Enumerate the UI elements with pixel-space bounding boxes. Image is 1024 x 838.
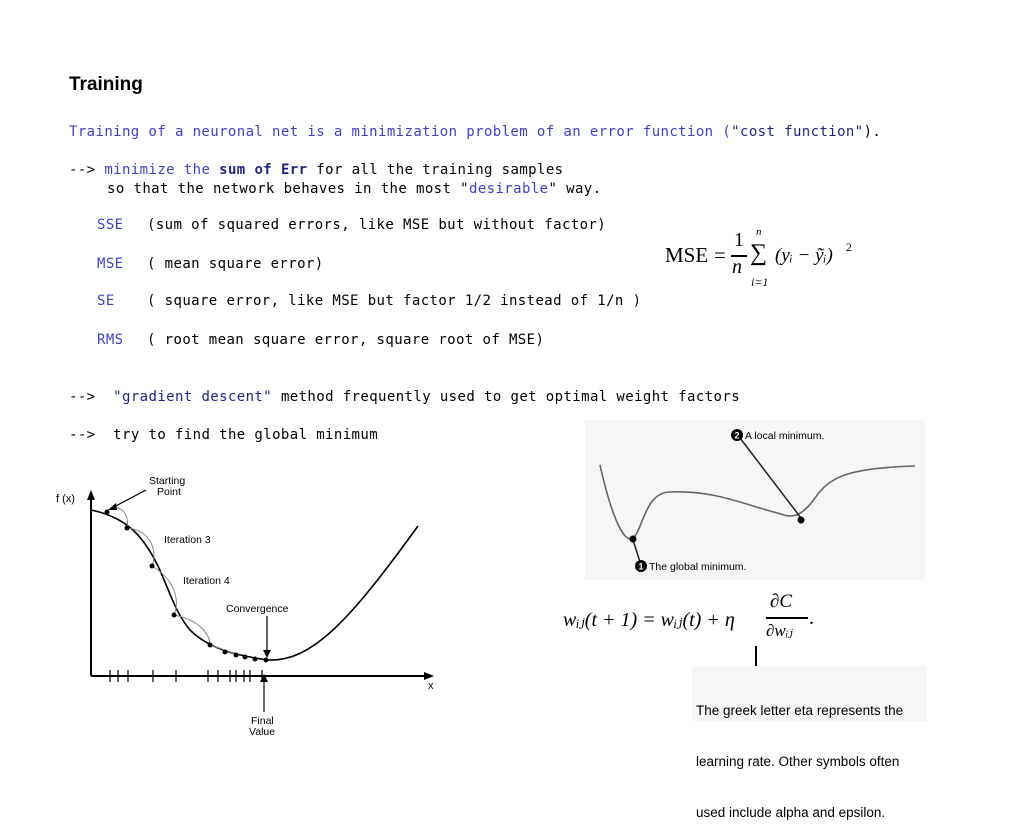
cost-function-term: "cost function" [731,124,864,140]
update-num: ∂C [770,591,793,612]
metric-abbr: MSE [97,256,124,272]
arrow-marker: --> [69,162,96,178]
global-number: 1 [638,561,644,572]
mse-body: (yᵢ − ỹᵢ) [775,245,833,266]
metric-desc: (sum of squared errors, like MSE but without factor) [147,217,607,233]
local-minimum-label: A local minimum. [745,430,825,442]
y-axis-arrow-icon [87,490,95,500]
update-period: . [809,607,814,629]
sum-lower-limit: i=1 [751,275,769,289]
x-axis-arrow-icon [424,672,434,680]
x-axis-label: x [428,680,434,692]
global-minimum-text: try to find the global minimum [113,427,379,443]
metric-abbr: RMS [97,332,124,348]
update-fraction-bar [766,617,808,619]
metric-row-sse [97,217,606,233]
training-samples-text: for all the training samples [316,162,564,178]
update-lhs: wᵢⱼ(t + 1) = wᵢⱼ(t) + η [563,609,735,631]
mse-formula [665,226,865,296]
start-label-line1: Starting [149,475,186,487]
metric-abbr: SE [97,293,115,309]
final-label-line2: Value [249,726,276,738]
metric-desc: ( mean square error) [147,256,324,272]
global-minimum-point [630,536,637,543]
intro-end: ). [863,124,882,140]
gradient-descent-figure [50,470,450,745]
iteration-3-label: Iteration 3 [164,534,211,546]
desirable-line [107,181,601,197]
global-minimum-label: The global minimum. [649,561,747,573]
final-label-line1: Final [251,715,274,727]
intro-text: Training of a neuronal net is a minimization problem of an error function ( [69,124,732,140]
gradient-descent-term: "gradient descent" [113,389,273,405]
eta-pointer [755,646,757,668]
mse-lhs: MSE [665,243,709,267]
convergence-label: Convergence [226,603,289,615]
metric-abbr: SSE [97,217,124,233]
local-minimum-point [798,517,805,524]
y-axis-label: f (x) [56,493,75,505]
eta-note-line: The greek letter eta represents the [696,703,904,718]
metric-desc: ( square error, like MSE but factor 1/2 instead of 1/n ) [147,293,642,309]
start-pointer [112,490,146,508]
start-arrow-icon [108,503,117,510]
arrow-marker: --> [69,427,96,443]
gradient-descent-line [69,389,740,405]
gradient-descent-desc: method frequently used to get optimal weight factors [280,389,741,405]
eta-note [692,666,927,820]
page-title: Training [69,74,143,95]
weight-update-rule [563,590,833,650]
mse-fraction-num: 1 [734,229,744,251]
global-minimum-line [69,427,378,443]
desirable-term: desirable [468,181,549,197]
mse-power: 2 [846,240,852,254]
metric-row-se [97,293,641,309]
minimize-text: minimize the [104,162,211,178]
arrow-marker: --> [69,389,96,405]
intro-line [69,124,881,140]
convergence-arrow-icon [263,650,271,658]
update-den: ∂wᵢⱼ [766,621,793,640]
eta-note-line: learning rate. Other symbols often [696,754,900,769]
start-label-line2: Point [157,486,181,498]
cost-curve [91,510,418,660]
minimize-line [69,162,564,178]
sum-of-err-term: sum of Err [219,162,308,178]
minima-figure [585,420,925,580]
way-text: " way. [548,181,602,197]
mse-equals: = [714,243,726,267]
behaves-text: so that the network behaves in the most " [107,181,469,197]
eta-note-line: used include alpha and epsilon. [696,805,886,820]
metric-desc: ( root mean square error, square root of MSE) [147,332,545,348]
figure-background [585,420,925,580]
metric-row-rms [97,332,544,348]
mse-fraction-den: n [732,256,742,278]
local-number: 2 [734,430,740,441]
sigma-icon: ∑ [750,240,768,266]
sum-upper-limit: n [756,226,762,238]
iteration-4-label: Iteration 4 [183,575,230,587]
metric-row-mse [97,256,324,272]
